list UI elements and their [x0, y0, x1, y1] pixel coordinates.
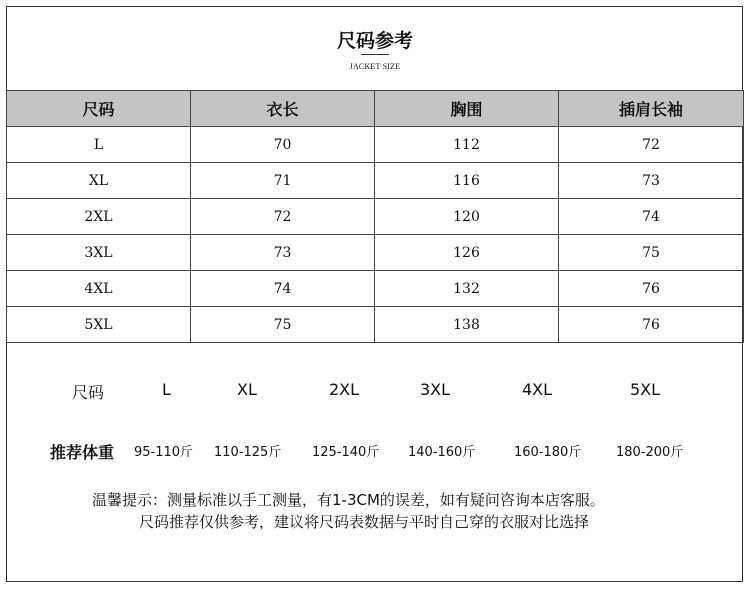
tip-line-2: 尺码推荐仅供参考，建议将尺码表数据与平时自己穿的衣服对比选择: [139, 513, 590, 531]
header-chest: 胸围: [375, 91, 559, 127]
cell-length: 72: [191, 199, 375, 235]
size-table: [6, 90, 744, 343]
weight-label: 推荐体重: [50, 443, 115, 462]
cell-length: 70: [191, 127, 375, 163]
chart-title: 尺码参考: [336, 30, 413, 52]
cell-length: 73: [191, 235, 375, 271]
table-row: [7, 163, 744, 199]
chart-subtitle: JACKET SIZE: [349, 62, 401, 71]
size-item: XL: [237, 380, 257, 399]
size-label: 尺码: [72, 383, 105, 402]
cell-size: 5XL: [7, 307, 191, 343]
size-item: L: [162, 380, 171, 399]
table-header-row: [7, 91, 744, 127]
weight-item: 125-140斤: [312, 445, 380, 460]
weight-item: 180-200斤: [616, 445, 684, 460]
cell-sleeve: 73: [559, 163, 744, 199]
cell-length: 74: [191, 271, 375, 307]
weight-item: 160-180斤: [514, 445, 582, 460]
tip-line-1: 温馨提示：测量标准以手工测量，有1-3CM的误差，如有疑问咨询本店客服。: [92, 491, 605, 509]
cell-size: XL: [7, 163, 191, 199]
cell-chest: 116: [375, 163, 559, 199]
cell-size: 2XL: [7, 199, 191, 235]
table-row: [7, 307, 744, 343]
cell-chest: 112: [375, 127, 559, 163]
weight-item: 140-160斤: [408, 445, 476, 460]
cell-chest: 138: [375, 307, 559, 343]
size-list-row: [0, 380, 750, 404]
weight-list-row: [0, 441, 750, 465]
cell-size: L: [7, 127, 191, 163]
size-item: 4XL: [522, 380, 553, 399]
header-length: 衣长: [191, 91, 375, 127]
cell-chest: 126: [375, 235, 559, 271]
header-size: 尺码: [7, 91, 191, 127]
cell-chest: 132: [375, 271, 559, 307]
header-sleeve: 插肩长袖: [559, 91, 744, 127]
cell-sleeve: 76: [559, 307, 744, 343]
cell-size: 4XL: [7, 271, 191, 307]
cell-length: 75: [191, 307, 375, 343]
cell-sleeve: 76: [559, 271, 744, 307]
weight-item: 110-125斤: [214, 445, 282, 460]
title-divider: [361, 54, 389, 55]
table-row: [7, 271, 744, 307]
cell-size: 3XL: [7, 235, 191, 271]
table-row: [7, 127, 744, 163]
size-item: 2XL: [329, 380, 360, 399]
cell-chest: 120: [375, 199, 559, 235]
table-row: [7, 199, 744, 235]
table-row: [7, 235, 744, 271]
weight-item: 95-110斤: [134, 445, 194, 460]
cell-sleeve: 75: [559, 235, 744, 271]
size-item: 5XL: [630, 380, 661, 399]
cell-sleeve: 74: [559, 199, 744, 235]
size-item: 3XL: [420, 380, 451, 399]
cell-sleeve: 72: [559, 127, 744, 163]
cell-length: 71: [191, 163, 375, 199]
